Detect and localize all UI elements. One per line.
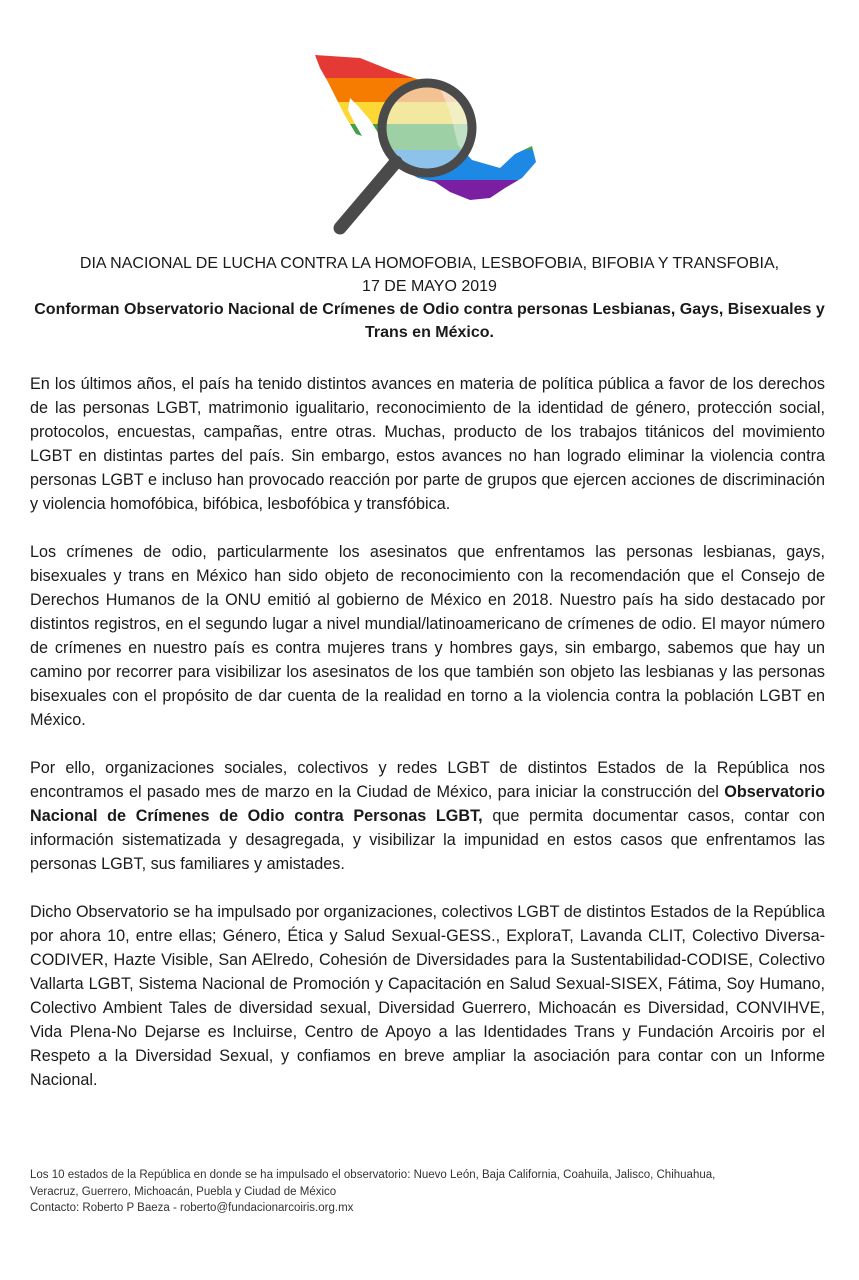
heading-line-1: DIA NACIONAL DE LUCHA CONTRA LA HOMOFOBIA, LESBOFOBIA, BIFOBIA Y TRANSFOBIA,	[79, 255, 780, 272]
paragraph-3-before: Por ello, organizaciones sociales, colectivos y redes LGBT de distintos Estados de la República nos encontramos el pasado mes de marzo en la Ciudad de México, para iniciar la construcción del	[30, 759, 825, 801]
footnote	[30, 1167, 830, 1217]
subtitle-rest: Observatorio Nacional de Crímenes de Odio contra personas Lesbianas, Gays, Bisexuales y Trans en México.	[119, 301, 825, 341]
paragraph-3	[30, 756, 825, 876]
subtitle-bold: Conforman	[34, 301, 120, 318]
mexico-map-magnifier-icon	[300, 50, 550, 245]
observatorio-name: Observatorio Nacional de Crímenes de Odio contra Personas LGBT,	[30, 783, 825, 825]
paragraph-3-after: que permita documentar casos, contar con información sistematizada y desagregada, y visibilizar la impunidad en estos casos que enfrentamos las personas LGBT, sus familiares y amistades.	[30, 807, 825, 873]
heading-date: 17 DE MAYO 2019	[362, 278, 497, 295]
document-subtitle	[30, 298, 829, 344]
paragraph-1: En los últimos años, el país ha tenido distintos avances en materia de política pública a favor de los derechos de las personas LGBT, matrimonio igualitario, reconocimiento de la identidad de género, protección social, protocolos, encuestas, campañas, entre otras. Muchas, producto de los trabajos titánicos del movimiento LGBT en distintas partes del país. Sin embargo, estos avances no han logrado eliminar la violencia contra personas LGBT e incluso han provocado reacción por parte de grupos que ejercen acciones de discriminación y violencia homofóbica, bifóbica, lesbofóbica y transfóbica.	[30, 375, 825, 513]
footnote-states-line-1: Los 10 estados de la República en donde se ha impulsado el observatorio: Nuevo León, Baja California, Coahuila, Jalisco, Chihuahua,	[30, 1169, 716, 1181]
document-body	[30, 372, 825, 1116]
document-heading	[30, 252, 829, 344]
paragraph-4: Dicho Observatorio se ha impulsado por organizaciones, colectivos LGBT de distintos Estados de la República por ahora 10, entre ellas; Género, Ética y Salud Sexual-GESS., ExploraT, Lavanda CLIT, Colectivo Diversa-CODIVER, Hazte Visible, San AElredo, Cohesión de Diversidades para la Sustentabilidad-CODISE, Colectivo Vallarta LGBT, Sistema Nacional de Promoción y Capacitación en Salud Sexual-SISEX, Fátima, Soy Humano, Colectivo Ambient Tales de diversidad sexual, Diversidad Guerrero, Michoacán es Diversidad, CONVIHVE, Vida Plena-No Dejarse es Incluirse, Centro de Apoyo a las Identidades Trans y Fundación Arcoiris por el Respeto a la Diversidad Sexual, y confiamos en breve ampliar la asociación para contar con un Informe Nacional.	[30, 903, 825, 1089]
paragraph-2: Los crímenes de odio, particularmente los asesinatos que enfrentamos las personas lesbianas, gays, bisexuales y trans en México han sido objeto de reconocimiento con la recomendación que el Consejo de Derechos Humanos de la ONU emitió al gobierno de México en 2018. Nuestro país ha sido destacado por distintos registros, en el segundo lugar a nivel mundial/latinoamericano de crímenes de odio. El mayor número de crímenes en nuestro país es contra mujeres trans y hombres gays, sin embargo, sabemos que hay un camino por recorrer para visibilizar los asesinatos de los que también son objeto las lesbianas y las personas bisexuales con el propósito de dar cuenta de la realidad en torno a la violencia contra la población LGBT en México.	[30, 543, 825, 729]
observatorio-logo	[300, 50, 550, 245]
footnote-states-line-2: Veracruz, Guerrero, Michoacán, Puebla y Ciudad de México	[30, 1185, 337, 1198]
footnote-contact: Contacto: Roberto P Baeza - roberto@fundacionarcoiris.org.mx	[30, 1202, 354, 1214]
